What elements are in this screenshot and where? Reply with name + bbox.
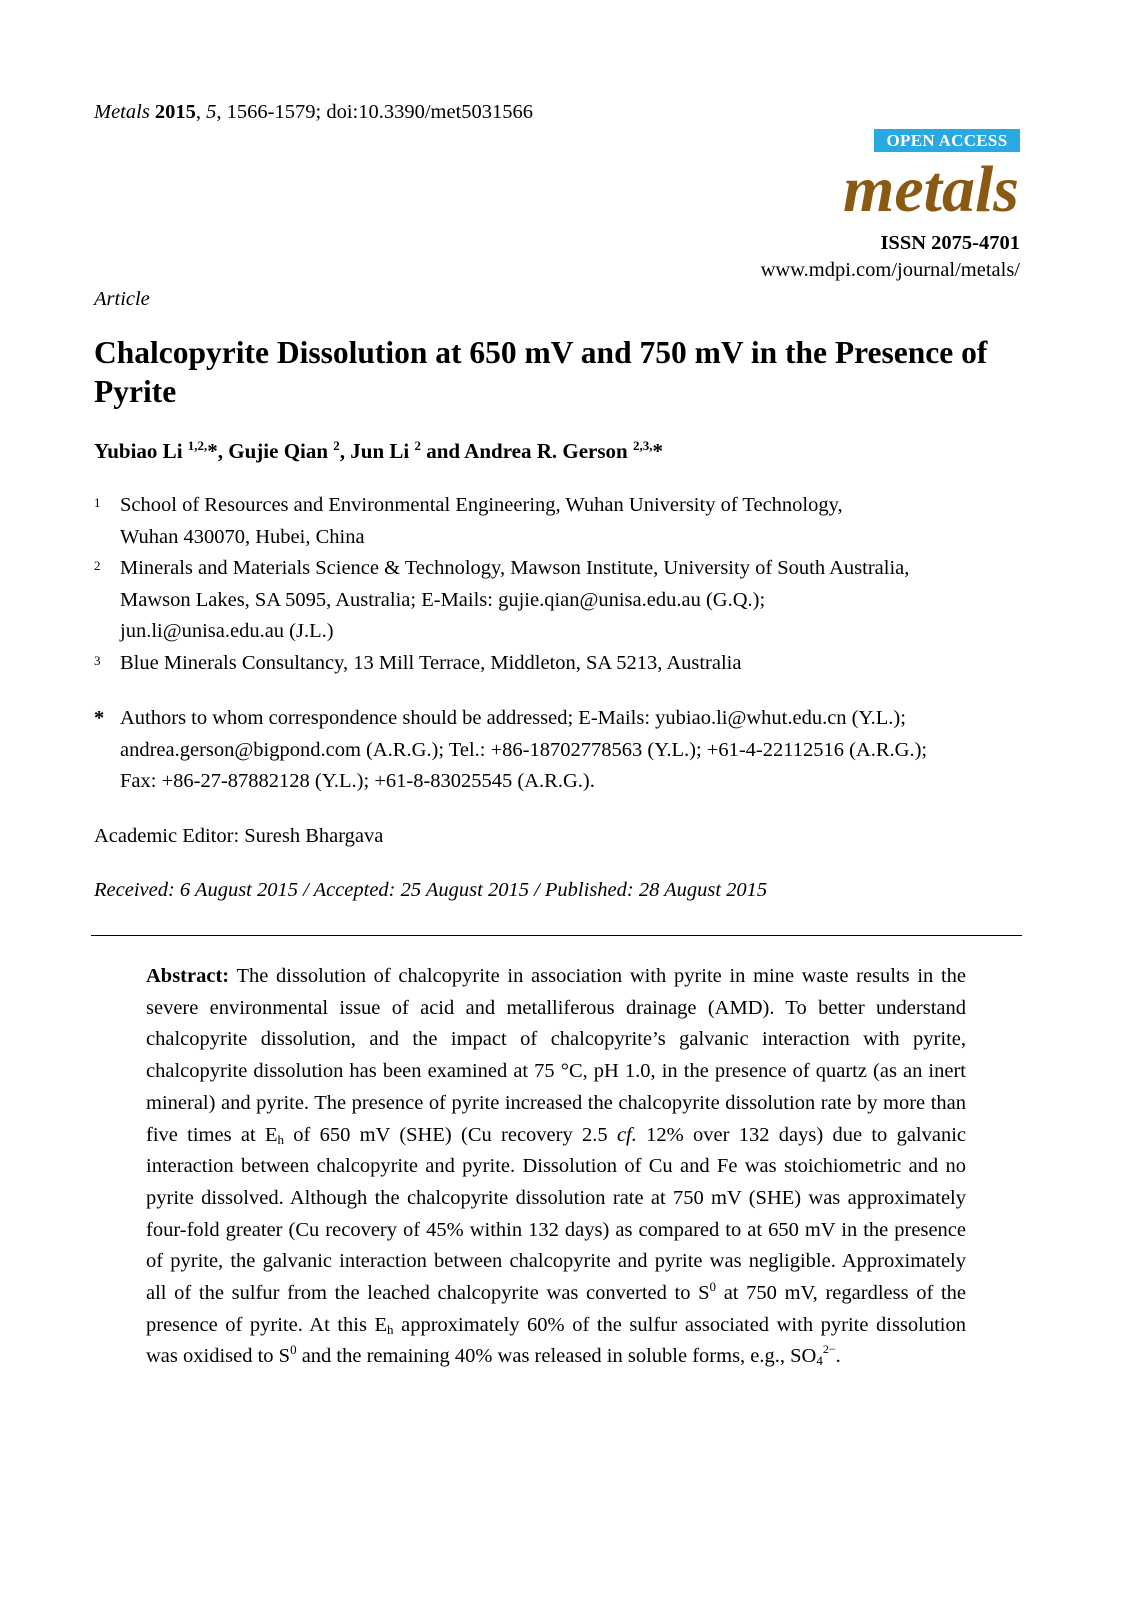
author-separator: * bbox=[652, 439, 663, 463]
author-list bbox=[94, 437, 663, 465]
affiliation-line: Mawson Lakes, SA 5095, Australia; E-Mails: gujie.qian@unisa.edu.au (G.Q.); bbox=[120, 588, 766, 611]
affiliation-line: Blue Minerals Consultancy, 13 Mill Terrace, Middleton, SA 5213, Australia bbox=[120, 652, 742, 674]
citation-year: 2015 bbox=[154, 101, 196, 123]
paper-title: Chalcopyrite Dissolution at 650 mV and 750 mV in the Presence of Pyrite bbox=[94, 335, 988, 409]
abstract-text: and the remaining 40% was released in soluble forms, e.g., SO bbox=[296, 1345, 817, 1368]
author-name: Andrea R. Gerson bbox=[464, 439, 628, 463]
author-name: Gujie Qian bbox=[228, 439, 329, 463]
author-affiliation-mark: 2 bbox=[333, 438, 340, 453]
correspondence-text bbox=[120, 703, 1030, 798]
author-name: Yubiao Li bbox=[94, 439, 183, 463]
citation-line: Metals 2015, 5, 1566-1579; doi:10.3390/met5031566 bbox=[94, 101, 534, 123]
abstract-text: . bbox=[835, 1345, 841, 1368]
issn: ISSN 2075-4701 bbox=[880, 232, 1020, 254]
article-type: Article bbox=[94, 288, 150, 310]
abstract-text: at 750 mV, regardless of the presence of pyrite. At this E bbox=[146, 1282, 967, 1336]
correspondence-line: Authors to whom correspondence should be addressed; E-Mails: yubiao.li@whut.edu.cn (Y.L.); bbox=[120, 707, 906, 729]
abstract-text: The dissolution of chalcopyrite in association with pyrite in mine waste results in the severe environmental issue of acid and metalliferous drainage (AMD). To better understand chalcopyrite dissolution, and the impact of chalcopyrite’s galvanic interaction with pyrite, chalcopyrite dissolution has been examined at 75 °C, pH 1.0, in the presence of quartz (as an inert mineral) and pyrite. The presence of pyrite increased the chalcopyrite dissolution rate by more than five times at E bbox=[146, 965, 966, 1146]
academic-editor: Academic Editor: Suresh Bhargava bbox=[94, 825, 384, 847]
abstract-text: 12% over 132 days) due to galvanic interaction between chalcopyrite and pyrite. Dissolution of Cu and Fe was stoichiometric and no pyrite dissolved. Although the chalcopyrite dissolution rate at 750 mV (SHE) was approximately four-fold greater (Cu recovery of 45% within 132 days) as compared to at 650 mV in the presence of pyrite, the galvanic interaction between chalcopyrite and pyrite was negligible. Approximately all of the sulfur from the leached chalcopyrite was converted to S bbox=[146, 1123, 967, 1305]
abstract-label: Abstract: bbox=[146, 965, 230, 987]
abstract-text: approximately 60% of the sulfur associated with pyrite dissolution was oxidised to S bbox=[146, 1313, 966, 1368]
correspondence-line: Fax: +86-27-87882128 (Y.L.); +61-8-83025545 (A.R.G.). bbox=[120, 770, 595, 792]
author-separator: and bbox=[421, 439, 465, 463]
superscript-charge: 2− bbox=[822, 1342, 836, 1357]
abstract-cf: cf. bbox=[616, 1123, 637, 1146]
abstract bbox=[146, 961, 966, 1373]
author-affiliation-mark: 2,3, bbox=[632, 438, 653, 453]
citation-volume: 5 bbox=[206, 101, 217, 123]
open-access-badge: OPEN ACCESS bbox=[874, 129, 1020, 152]
correspondence-mark: * bbox=[94, 707, 105, 729]
affiliation-text bbox=[120, 648, 1030, 680]
subscript-four: 4 bbox=[816, 1353, 823, 1369]
author-separator: , bbox=[339, 439, 351, 463]
author-affiliation-mark: 2 bbox=[414, 438, 421, 453]
author-separator: *, bbox=[207, 439, 229, 463]
journal-name: Metals bbox=[94, 101, 150, 123]
journal-url[interactable]: www.mdpi.com/journal/metals/ bbox=[760, 259, 1020, 281]
superscript-zero: 0 bbox=[290, 1342, 297, 1358]
affiliation-line: School of Resources and Environmental Engineering, Wuhan University of Technology, bbox=[120, 494, 843, 516]
subscript-h: h bbox=[277, 1131, 284, 1147]
citation-pages-doi: , 1566-1579; doi:10.3390/met5031566 bbox=[216, 101, 534, 123]
author-affiliation-mark: 1,2, bbox=[187, 438, 208, 453]
affiliation-line: Wuhan 430070, Hubei, China bbox=[120, 525, 365, 548]
correspondence-line: andrea.gerson@bigpond.com (A.R.G.); Tel.: +86-18702778563 (Y.L.); +61-4-22112516 (A.R.G.); bbox=[120, 738, 928, 761]
journal-logo: metals bbox=[843, 153, 1019, 226]
section-divider bbox=[91, 935, 1022, 936]
superscript-zero: 0 bbox=[709, 1279, 717, 1295]
affiliation-line: Minerals and Materials Science & Technology, Mawson Institute, University of South Australia, bbox=[120, 557, 910, 579]
affiliation-text bbox=[120, 553, 1030, 648]
publication-dates: Received: 6 August 2015 / Accepted: 25 August 2015 / Published: 28 August 2015 bbox=[94, 879, 768, 901]
affiliation-number: 1 bbox=[94, 495, 101, 510]
affiliation-number: 3 bbox=[94, 653, 101, 668]
author-name: Jun Li bbox=[350, 439, 410, 463]
affiliation-text bbox=[120, 490, 1030, 553]
affiliation-number: 2 bbox=[94, 558, 101, 573]
subscript-h: h bbox=[387, 1321, 394, 1337]
abstract-text: of 650 mV (SHE) (Cu recovery 2.5 bbox=[283, 1123, 617, 1146]
affiliation-line: jun.li@unisa.edu.au (J.L.) bbox=[120, 620, 334, 642]
